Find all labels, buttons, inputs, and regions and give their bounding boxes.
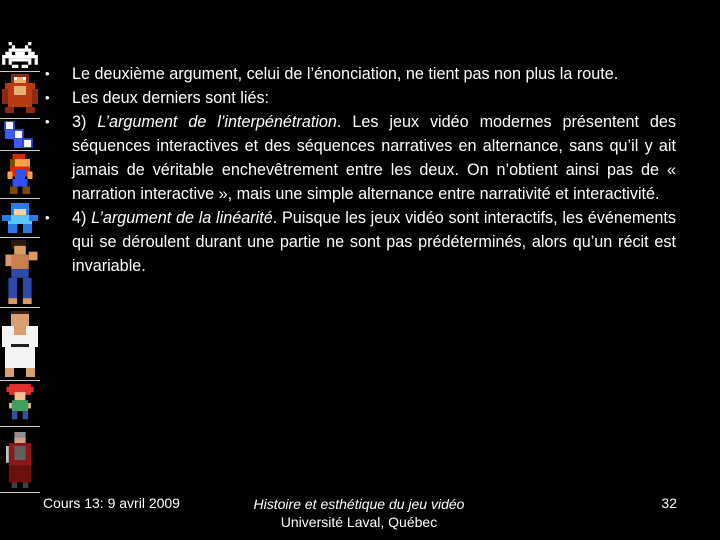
bullet-item xyxy=(44,110,676,206)
page-number: 32 xyxy=(661,495,677,511)
divider xyxy=(0,71,40,72)
space-invader-icon xyxy=(2,42,38,68)
footer-date: Cours 13: 9 avril 2009 xyxy=(43,495,180,511)
divider xyxy=(0,237,40,238)
bullet-text: Les deux derniers sont liés: xyxy=(72,89,270,107)
bullet-marker: • xyxy=(45,210,50,225)
bullet-marker: • xyxy=(45,66,50,81)
donkey-kong-icon xyxy=(2,74,38,116)
bullet-text: 3) L’argument de l’interpénétration. Les jeux vidéo modernes présentent des séquences interactives et des séquences narratives en alternance, sans qu’il y ait jamais de véritable enchevêtrement entre les deux. On n’obtient ainsi pas de « narration interactive », mais une simple alternance entre narrativité et interactivité. xyxy=(72,113,676,203)
divider xyxy=(0,426,40,427)
school-name: Université Laval, Québec xyxy=(280,514,438,530)
bullet-item xyxy=(44,206,676,278)
mario-icon xyxy=(2,154,38,194)
ryu-icon xyxy=(2,311,38,377)
bullet-item xyxy=(44,86,676,110)
course-title: Histoire et esthétique du jeu vidéo xyxy=(253,496,465,512)
castlevania-character-icon xyxy=(2,432,38,488)
divider xyxy=(0,150,40,151)
tetris-block-icon xyxy=(2,121,38,148)
street-fighter-fighter-icon xyxy=(2,240,38,304)
argument-title: L’argument de l’interpénétration xyxy=(97,113,337,131)
divider xyxy=(0,198,40,199)
bullet-marker: • xyxy=(45,114,50,129)
divider xyxy=(0,380,40,381)
bullet-marker: • xyxy=(45,90,50,105)
divider xyxy=(0,118,40,119)
bullet-text: Le deuxième argument, celui de l’énonciation, ne tient pas non plus la route. xyxy=(72,65,619,83)
divider xyxy=(0,307,40,308)
mega-man-icon xyxy=(2,203,38,233)
footer-course xyxy=(228,495,490,531)
sprite-strip xyxy=(0,0,42,540)
chrono-trigger-character-icon xyxy=(2,384,38,422)
bullet-text: 4) L’argument de la linéarité. Puisque les jeux vidéo sont interactifs, les événements qui se déroulent durant une partie ne sont pas prédéterminés, alors qu’un récit est invariable. xyxy=(72,209,676,275)
bullet-item xyxy=(44,62,676,86)
divider xyxy=(0,492,40,493)
slide-body xyxy=(44,62,676,278)
argument-title: L’argument de la linéarité xyxy=(91,209,273,227)
